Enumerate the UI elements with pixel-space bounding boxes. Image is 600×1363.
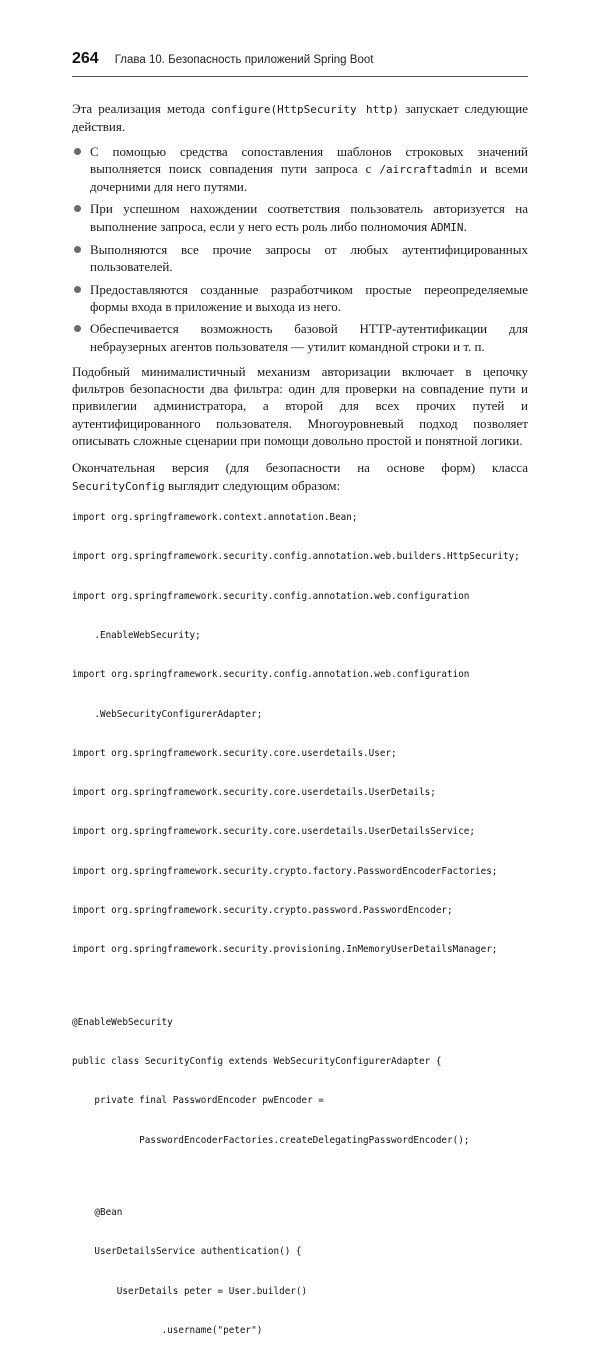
code-line: @EnableWebSecurity xyxy=(72,1016,173,1028)
code-line: import org.springframework.security.core.userdetails.UserDetailsService; xyxy=(72,826,475,838)
code-line: import org.springframework.security.core.userdetails.User; xyxy=(72,747,397,759)
code-line: import org.springframework.security.provisioning.InMemoryUserDetailsManager; xyxy=(72,944,498,956)
list-item: Обеспечивается возможность базовой HTTP-аутентификации для небраузерных агентов пользователя — утилит командной строки и т. п. xyxy=(72,320,528,355)
code-line: @Bean xyxy=(72,1207,123,1219)
code-line: import org.springframework.security.crypto.factory.PasswordEncoderFactories; xyxy=(72,865,498,877)
bullet-icon xyxy=(74,325,81,332)
paragraph-final-version: Окончательная версия (для безопасности на основе форм) класса SecurityConfig выглядит следующим образом: xyxy=(72,460,528,493)
body-text xyxy=(72,100,528,495)
code-line: public class SecurityConfig extends WebSecurityConfigurerAdapter { xyxy=(72,1056,442,1068)
code-gap xyxy=(72,983,528,990)
list-item: Предоставляются созданные разработчиком простые переопределяемые формы входа в приложение и выхода из него. xyxy=(72,281,528,316)
inline-code: configure(HttpSecurity http) xyxy=(210,103,400,116)
code-gap xyxy=(72,1173,528,1180)
bullet-icon xyxy=(74,148,81,155)
bullet-list xyxy=(72,143,528,355)
code-line: private final PasswordEncoder pwEncoder = xyxy=(72,1095,324,1107)
code-line: import org.springframework.context.annotation.Bean; xyxy=(72,512,358,524)
code-line: import org.springframework.security.config.annotation.web.builders.HttpSecurity; xyxy=(72,551,520,563)
inline-code: SecurityConfig xyxy=(72,479,165,493)
bullet-icon xyxy=(74,286,81,293)
list-item: Выполняются все прочие запросы от любых аутентифицированных пользователей. xyxy=(72,241,528,276)
code-line: PasswordEncoderFactories.createDelegatingPasswordEncoder(); xyxy=(72,1134,470,1146)
list-item: При успешном нахождении соответствия пользователь авторизуется на выполнение запроса, если у него есть роль либо полномочия ADMIN. xyxy=(72,200,528,236)
page-number: 264 xyxy=(72,50,99,67)
page-header xyxy=(72,50,528,68)
paragraph-filters: Подобный минималистичный механизм авторизации включает в цепочку фильтров безопасности два фильтра: один для проверки на совпадение пути и привилегии администратора, а второй для всех прочих путей и аутентифицированного пользователя. Многоуровневый подход позволяет описывать сложные сценарии при помощи довольно простой и понятной логики. xyxy=(72,363,528,449)
intro-paragraph: Эта реализация метода configure(HttpSecurity http) запускает следующие действия. xyxy=(72,101,528,135)
inline-code: ADMIN xyxy=(430,220,464,234)
code-line: UserDetails peter = User.builder() xyxy=(72,1285,308,1297)
code-line: .EnableWebSecurity; xyxy=(72,630,201,642)
code-line: UserDetailsService authentication() { xyxy=(72,1246,302,1258)
code-line: import org.springframework.security.config.annotation.web.configuration xyxy=(72,669,470,681)
list-item: С помощью средства сопоставления шаблонов строковых значений выполняется поиск совпадения пути запроса с /aircraftadmin и всеми дочерними для него путями. xyxy=(72,143,528,196)
bullet-icon xyxy=(74,246,81,253)
code-line: .username("peter") xyxy=(72,1324,263,1336)
code-line: import org.springframework.security.config.annotation.web.configuration xyxy=(72,590,470,602)
code-line: import org.springframework.security.crypto.password.PasswordEncoder; xyxy=(72,905,453,916)
code-line: .WebSecurityConfigurerAdapter; xyxy=(72,708,263,720)
inline-code: /aircraftadmin xyxy=(379,162,473,176)
code-line: import org.springframework.security.core.userdetails.UserDetails; xyxy=(72,787,436,799)
running-head: Глава 10. Безопасность приложений Spring Boot xyxy=(114,54,374,66)
code-listing xyxy=(72,485,528,1363)
header-rule xyxy=(72,76,528,77)
bullet-icon xyxy=(74,205,81,212)
